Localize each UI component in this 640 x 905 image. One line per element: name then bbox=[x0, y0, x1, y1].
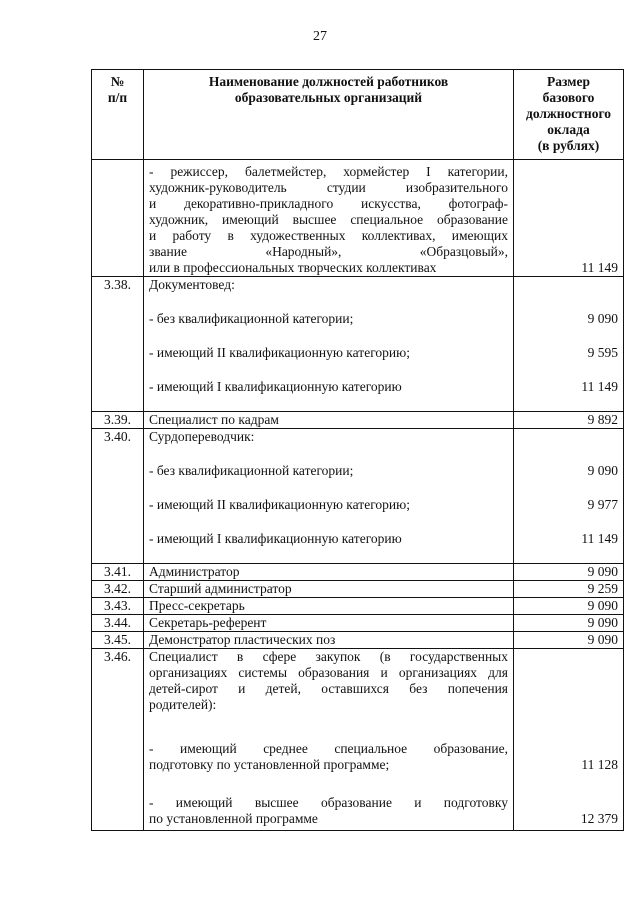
row-position bbox=[144, 160, 514, 277]
position-line: - режиссер, балетмейстер, хормейстер I категории, bbox=[149, 164, 508, 179]
position-title: Документовед: bbox=[149, 277, 235, 292]
table-row bbox=[92, 632, 624, 649]
header-salary-line1: Размер bbox=[547, 74, 590, 89]
category-item: - имеющий высшее образование и подготовку bbox=[149, 795, 508, 810]
position-title: Администратор bbox=[144, 564, 514, 581]
category-item: подготовку по установленной программе; bbox=[149, 757, 390, 772]
table-row bbox=[92, 615, 624, 632]
position-line: и декоративно-прикладного искусства, фотограф- bbox=[149, 196, 508, 211]
header-num-line2: п/п bbox=[107, 90, 128, 105]
position-line: родителей): bbox=[149, 697, 217, 712]
row-position bbox=[144, 277, 514, 412]
category-item: - имеющий II квалификационную категорию; bbox=[149, 345, 410, 360]
table-row bbox=[92, 564, 624, 581]
salary-amount: 9 090 bbox=[514, 632, 624, 649]
position-line: или в профессиональных творческих коллективах bbox=[149, 260, 437, 275]
salary-amount: 9 259 bbox=[514, 581, 624, 598]
position-title: Пресс-секретарь bbox=[144, 598, 514, 615]
position-title: Специалист по кадрам bbox=[144, 412, 514, 429]
header-position-name bbox=[144, 70, 514, 160]
position-line: и работу в художественных коллективах, имеющих bbox=[149, 228, 508, 243]
category-item: по установленной программе bbox=[149, 811, 318, 826]
salary-amount: 9 090 bbox=[514, 598, 624, 615]
row-num: 3.38. bbox=[92, 277, 144, 412]
salary-amount: 9 595 bbox=[587, 345, 618, 360]
table-row bbox=[92, 277, 624, 412]
salary-amount: 9 090 bbox=[587, 463, 618, 478]
category-item: - имеющий II квалификационную категорию; bbox=[149, 497, 410, 512]
row-position bbox=[144, 429, 514, 564]
row-amount bbox=[514, 160, 624, 277]
row-num-empty bbox=[92, 160, 144, 277]
category-item: - без квалификационной категории; bbox=[149, 463, 354, 478]
position-line: организациях системы образования и организациях для bbox=[149, 665, 508, 680]
salary-amount: 9 090 bbox=[587, 311, 618, 326]
row-num: 3.43. bbox=[92, 598, 144, 615]
position-line: детей-сирот и детей, оставшихся без попечения bbox=[149, 681, 508, 696]
row-num: 3.42. bbox=[92, 581, 144, 598]
header-num bbox=[92, 70, 144, 160]
row-num: 3.45. bbox=[92, 632, 144, 649]
row-amount bbox=[514, 649, 624, 831]
row-num: 3.44. bbox=[92, 615, 144, 632]
category-item: - без квалификационной категории; bbox=[149, 311, 354, 326]
header-salary bbox=[514, 70, 624, 160]
position-line: звание «Народный», «Образцовый», bbox=[149, 244, 508, 259]
header-num-line1: № bbox=[110, 74, 125, 89]
table-row bbox=[92, 581, 624, 598]
table-header-row bbox=[92, 70, 624, 160]
header-salary-line3: должностного bbox=[526, 106, 611, 121]
salary-amount: 9 090 bbox=[514, 615, 624, 632]
salary-amount: 11 128 bbox=[581, 757, 618, 772]
row-num: 3.46. bbox=[92, 649, 144, 831]
salary-amount: 9 090 bbox=[514, 564, 624, 581]
salary-amount: 11 149 bbox=[581, 379, 618, 394]
position-title: Старший администратор bbox=[144, 581, 514, 598]
salary-amount: 9 892 bbox=[514, 412, 624, 429]
position-title: Секретарь-референт bbox=[144, 615, 514, 632]
header-name-line2: образовательных организаций bbox=[234, 90, 423, 105]
position-title: Сурдопереводчик: bbox=[149, 429, 255, 444]
category-item: - имеющий I квалификационную категорию bbox=[149, 531, 402, 546]
row-num: 3.41. bbox=[92, 564, 144, 581]
salary-amount: 11 149 bbox=[581, 260, 618, 275]
header-salary-line4: оклада bbox=[547, 122, 590, 137]
row-amount bbox=[514, 277, 624, 412]
category-item: - имеющий I квалификационную категорию bbox=[149, 379, 402, 394]
header-salary-line5: (в рублях) bbox=[537, 138, 600, 153]
row-amount bbox=[514, 429, 624, 564]
position-line: художник-руководитель студии изобразительного bbox=[149, 180, 508, 195]
row-num: 3.40. bbox=[92, 429, 144, 564]
header-salary-line2: базового bbox=[542, 90, 595, 105]
row-position bbox=[144, 649, 514, 831]
header-name-line1: Наименование должностей работников bbox=[208, 74, 449, 89]
salary-amount: 9 977 bbox=[587, 497, 618, 512]
table-row bbox=[92, 160, 624, 277]
category-item: - имеющий среднее специальное образование, bbox=[149, 741, 508, 756]
row-num: 3.39. bbox=[92, 412, 144, 429]
table-row bbox=[92, 598, 624, 615]
position-line: Специалист в сфере закупок (в государственных bbox=[149, 649, 508, 664]
salary-amount: 12 379 bbox=[580, 811, 618, 826]
page-number: 27 bbox=[313, 29, 327, 44]
table-row bbox=[92, 429, 624, 564]
position-title: Демонстратор пластических поз bbox=[144, 632, 514, 649]
salary-amount: 11 149 bbox=[581, 531, 618, 546]
salary-table bbox=[91, 69, 624, 831]
table-row bbox=[92, 412, 624, 429]
position-line: художник, имеющий высшее специальное образование bbox=[149, 212, 508, 227]
table-row bbox=[92, 649, 624, 831]
